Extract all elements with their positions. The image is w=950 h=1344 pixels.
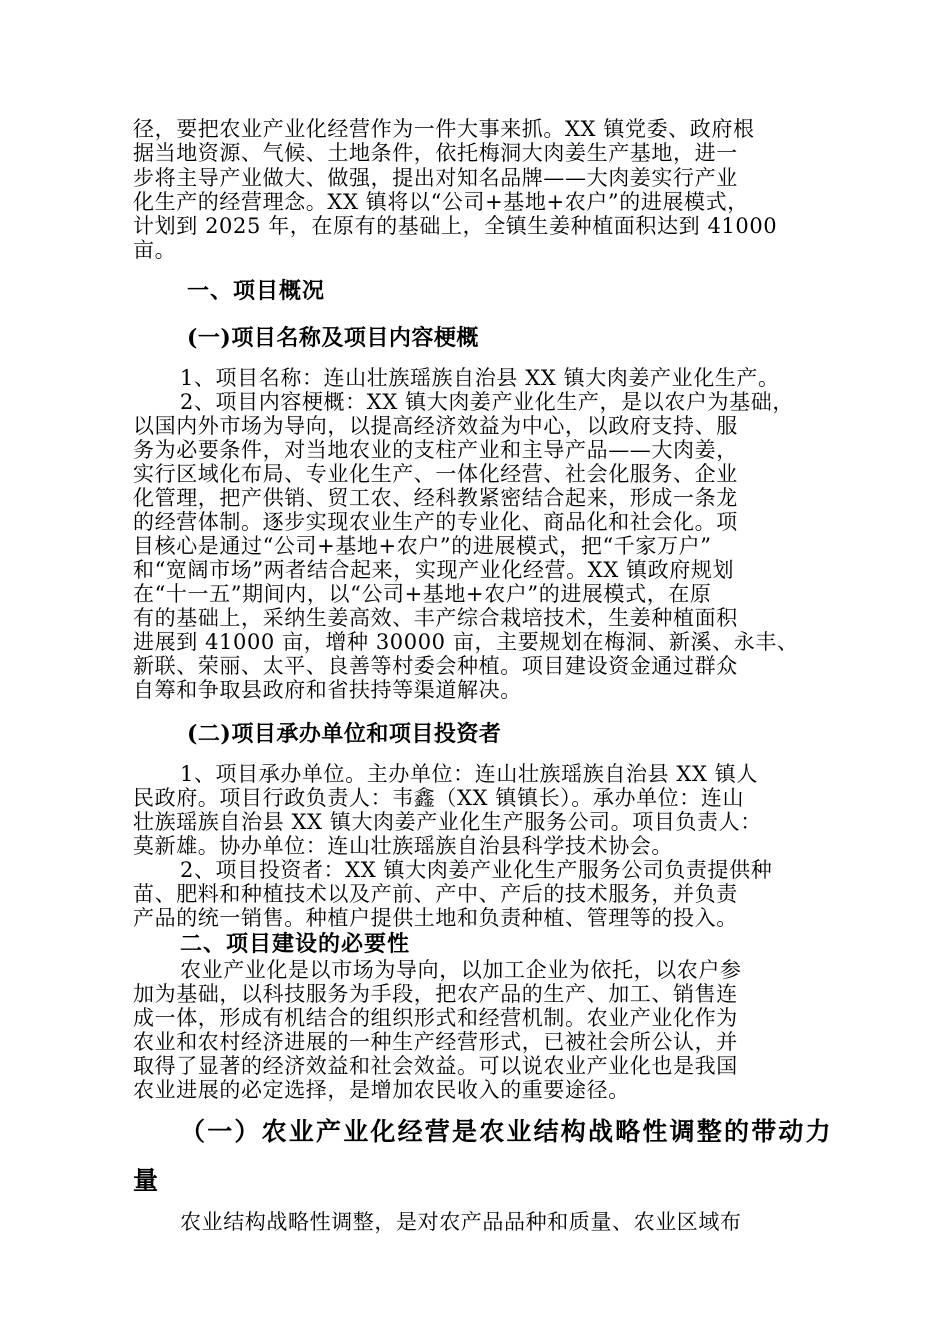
section-2-line-3: 成一体，形成有机结合的组织形式和经营机制。农业产业化作为 xyxy=(133,1006,738,1030)
sub-2-line-7: 产品的统一销售。种植户提供土地和负责种植、管理等的投入。 xyxy=(133,906,738,930)
intro-line-2: 据当地资源、气候、土地条件，依托梅洞大肉姜生产基地，进一 xyxy=(133,141,738,165)
section-2-line-6: 农业进展的必定选择，是增加农民收入的重要途径。 xyxy=(133,1078,630,1102)
section-1-title: 一、项目概况 xyxy=(187,278,326,304)
sub-1-line-8: 目核心是通过“公司+基地+农户”的进展模式，把“千家万户” xyxy=(133,534,712,558)
section-2-line-4: 农业和农村经济进展的一种生产经营形式，已被社会所公认，并 xyxy=(133,1030,738,1054)
section-2-line-5: 取得了显著的经济效益和社会效益。可以说农业产业化也是我国 xyxy=(133,1054,738,1078)
sub-1-line-11: 有的基础上，采纳生姜高效、丰产综合栽培技术，生姜种植面积 xyxy=(133,606,738,630)
sub-2-line-4: 莫新雄。协办单位：连山壮族瑶族自治县科学技术协会。 xyxy=(133,834,673,858)
section-2-line-2: 加为基础，以科技服务为手段，把农产品的生产、加工、销售连 xyxy=(133,982,738,1006)
sub-2-line-6: 苗、肥料和种植技术以及产前、产中、产后的技术服务，并负责 xyxy=(133,882,738,906)
sub-2-line-1: 1、项目承办单位。主办单位：连山壮族瑶族自治县 XX 镇人 xyxy=(180,762,759,786)
intro-line-4: 化生产的经营理念。XX 镇将以“公司+基地+农户”的进展模式， xyxy=(133,190,749,214)
sub-1-line-6: 化管理，把产供销、贸工农、经科教紧密结合起来，形成一条龙 xyxy=(133,486,738,510)
sub-3-title-line-2: 量 xyxy=(133,1166,161,1195)
sub-1-line-9: 和“宽阔市场”两者结合起来，实现产业化经营。XX 镇政府规划 xyxy=(133,558,735,582)
sub-2-line-5: 2、项目投资者：XX 镇大肉姜产业化生产服务公司负责提供种 xyxy=(180,858,773,882)
sub-1-line-5: 实行区域化布局、专业化生产、一体化经营、社会化服务、企业 xyxy=(133,462,738,486)
sub-2-line-2: 民政府。项目行政负责人：韦鑫（XX 镇镇长）。承办单位：连山 xyxy=(133,786,745,810)
sub-1-line-12: 进展到 41000 亩，增种 30000 亩，主要规划在梅洞、新溪、永丰、 xyxy=(133,630,799,654)
sub-2-title: (二)项目承办单位和项目投资者 xyxy=(187,721,502,747)
sub-1-line-1: 1、项目名称：连山壮族瑶族自治县 XX 镇大肉姜产业化生产。 xyxy=(180,366,780,390)
section-2-line-1: 农业产业化是以市场为导向，以加工企业为依托，以农户参 xyxy=(180,958,742,982)
intro-line-1: 径，要把农业产业化经营作为一件大事来抓。XX 镇党委、政府根 xyxy=(133,117,755,141)
sub-1-line-3: 以国内外市场为导向，以提高经济效益为中心，以政府支持、服 xyxy=(133,414,738,438)
final-line: 农业结构战略性调整，是对农产品品种和质量、农业区域布 xyxy=(180,1210,742,1234)
sub-3-title-line-1: （一）农业产业化经营是农业结构战略性调整的带动力 xyxy=(180,1117,833,1146)
sub-2-line-3: 壮族瑶族自治县 XX 镇大肉姜产业化生产服务公司。项目负责人： xyxy=(133,810,762,834)
intro-line-3: 步将主导产业做大、做强，提出对知名品牌——大肉姜实行产业 xyxy=(133,166,738,190)
sub-1-line-4: 务为必要条件，对当地农业的支柱产业和主导产品——大肉姜， xyxy=(133,438,738,462)
intro-line-5: 计划到 2025 年，在原有的基础上，全镇生姜种植面积达到 41000 xyxy=(133,214,778,238)
section-2-title: 二、项目建设的必要性 xyxy=(180,931,411,957)
sub-1-line-7: 的经营体制。逐步实现农业生产的专业化、商品化和社会化。项 xyxy=(133,510,738,534)
sub-1-line-14: 自筹和争取县政府和省扶持等渠道解决。 xyxy=(133,678,522,702)
intro-line-6: 亩。 xyxy=(133,238,177,262)
sub-1-title: (一)项目名称及项目内容梗概 xyxy=(187,325,479,351)
sub-1-line-2: 2、项目内容梗概：XX 镇大肉姜产业化生产，是以农户为基础， xyxy=(180,390,794,414)
sub-1-line-13: 新联、荣丽、太平、良善等村委会种植。项目建设资金通过群众 xyxy=(133,654,738,678)
sub-1-line-10: 在“十一五”期间内，以“公司+基地+农户”的进展模式，在原 xyxy=(133,582,712,606)
